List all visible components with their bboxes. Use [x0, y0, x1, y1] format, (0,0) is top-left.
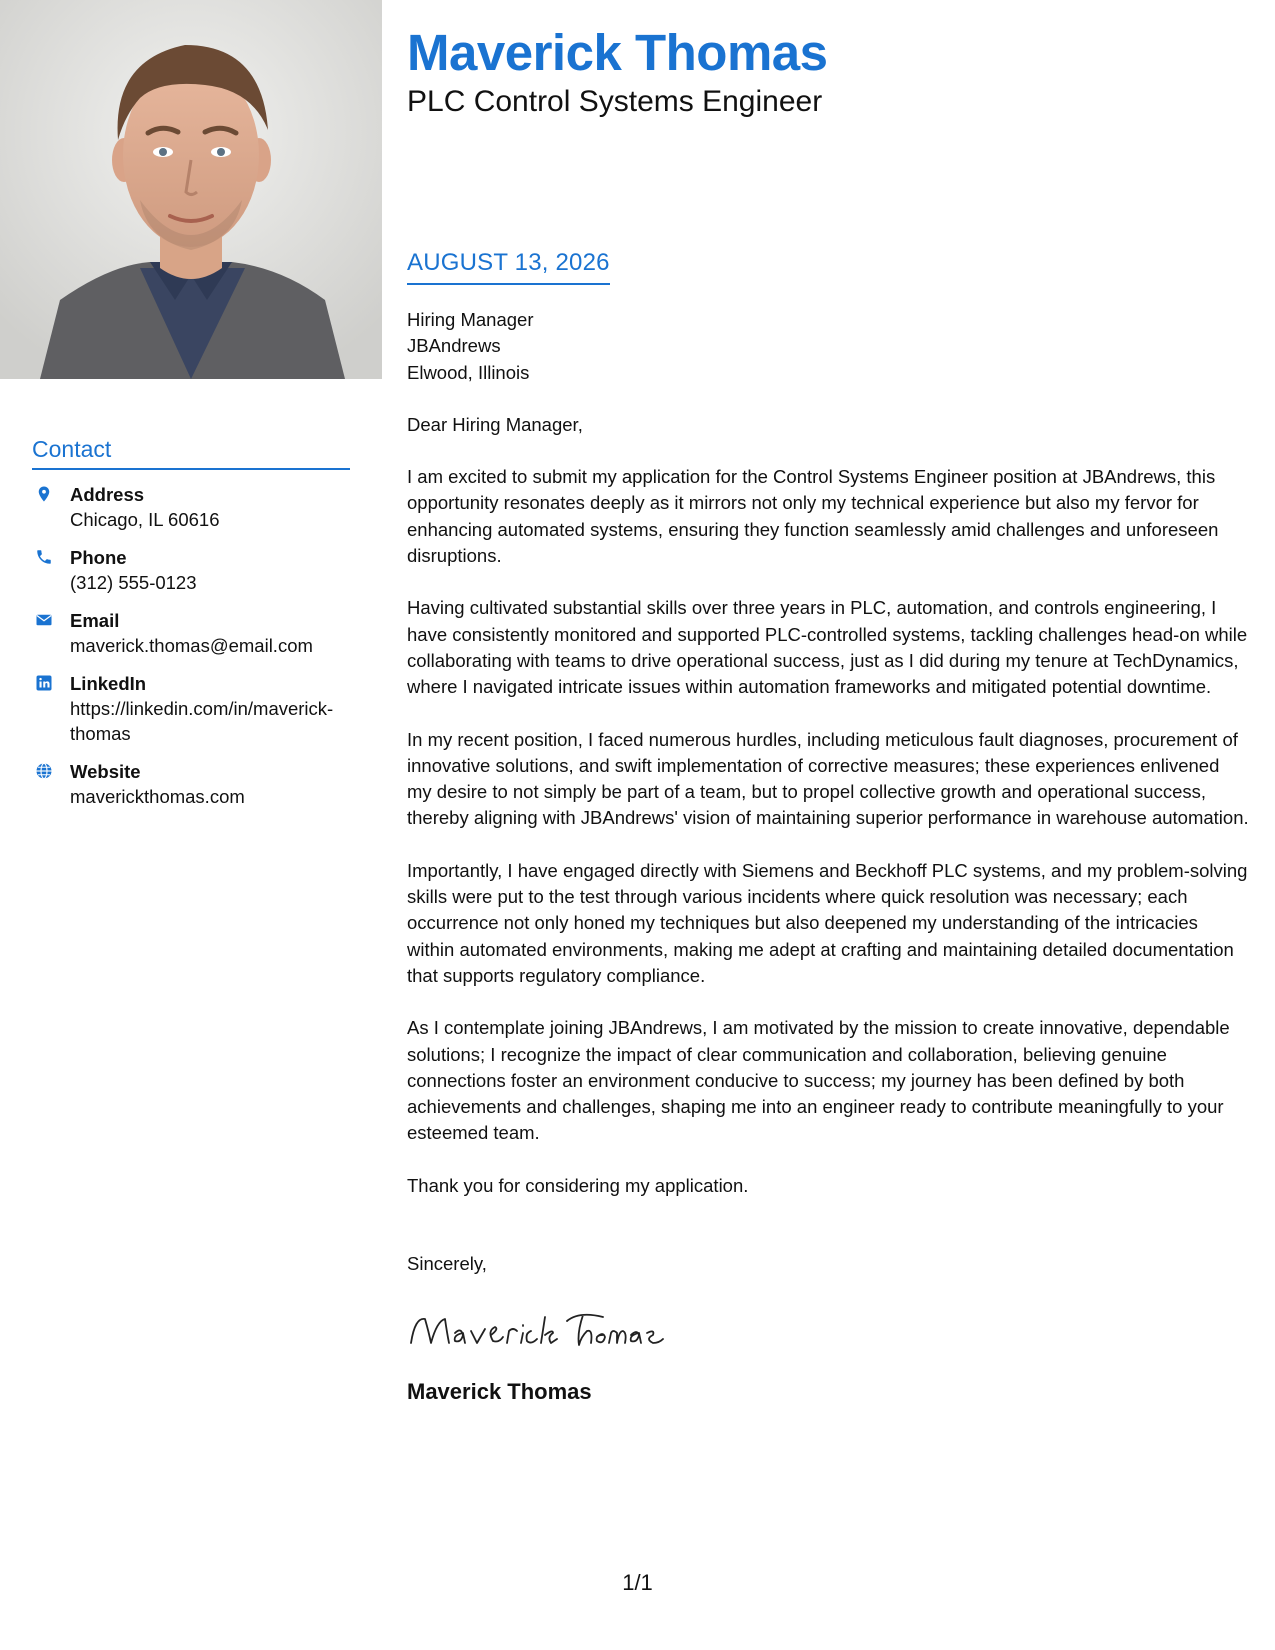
thank-you-paragraph: Thank you for considering my application.: [407, 1174, 749, 1196]
date-section: [407, 248, 610, 285]
email-label: Email: [70, 609, 120, 631]
letter-date: AUGUST 13, 2026: [407, 248, 610, 285]
linkedin-label: LinkedIn: [70, 672, 147, 694]
recipient-company: JBAndrews: [407, 335, 501, 357]
contact-website: [32, 759, 350, 809]
contact-address: [32, 482, 350, 532]
signer-name: Maverick Thomas: [407, 1379, 592, 1405]
envelope-icon: [35, 611, 53, 629]
applicant-title: PLC Control Systems Engineer: [407, 85, 823, 118]
contact-linkedin: [32, 671, 350, 746]
recipient-name: Hiring Manager: [407, 309, 534, 330]
phone-value[interactable]: (312) 555-0123: [70, 571, 197, 593]
contact-email: [32, 608, 350, 658]
phone-label: Phone: [70, 546, 127, 568]
handwritten-signature: [407, 1303, 1249, 1363]
body-paragraph: Importantly, I have engaged directly with Siemens and Beckhoff PLC systems, and my problem-solving skills were put to the test through various incidents where quick resolution was necessary; each occurrence not only honed my techniques but also deepened my understanding of the intricacies within automated environments, making me adept at crafting and maintaining detailed documentation that supports regulatory compliance.: [407, 859, 1248, 986]
letter-header: [407, 22, 828, 120]
contact-section: [32, 436, 350, 822]
recipient-location: Elwood, Illinois: [407, 361, 530, 383]
phone-icon: [35, 548, 53, 566]
globe-icon: [35, 762, 53, 780]
location-pin-icon: [35, 485, 53, 503]
contact-phone: [32, 545, 350, 595]
address-value: Chicago, IL 60616: [70, 508, 220, 530]
page-number: 1/1: [622, 1570, 653, 1595]
closing: Sincerely,: [407, 1253, 487, 1275]
website-link[interactable]: maverickthomas.com: [70, 785, 245, 807]
linkedin-link[interactable]: https://linkedin.com/in/maverick-thomas: [70, 697, 334, 744]
profile-photo: [0, 0, 382, 379]
website-label: Website: [70, 760, 141, 782]
recipient-block: [407, 307, 1249, 386]
body-paragraph: In my recent position, I faced numerous hurdles, including meticulous fault diagnoses, procurement of innovative solutions, and swift implementation of corrective measures; these experiences enlivened my desire to not simply be part of a team, but to propel collective growth and operational success, thereby aligning with JBAndrews' vision of maintaining superior performance in warehouse automation.: [407, 728, 1249, 829]
body-paragraph: As I contemplate joining JBAndrews, I am motivated by the mission to create innovative, dependable solutions; I recognize the impact of clear communication and collaboration, believing genuine connections foster an environment conducive to success; my journey has been defined by both achievements and challenges, shaping me into an engineer ready to contribute meaningfully to your esteemed team.: [407, 1017, 1230, 1144]
address-label: Address: [70, 483, 145, 505]
contact-heading: Contact: [32, 436, 350, 470]
body-paragraph: Having cultivated substantial skills over three years in PLC, automation, and controls engineering, I have consistently monitored and supported PLC-controlled systems, tackling challenges head-on while collaborating with teams to drive operational success, just as I did during my tenure at TechDynamics, where I navigated intricate issues within automation frameworks and mitigated potential downtime.: [407, 597, 1248, 698]
salutation: Dear Hiring Manager,: [407, 413, 583, 435]
linkedin-icon: [35, 674, 53, 692]
applicant-name: Maverick Thomas: [407, 24, 828, 81]
email-link[interactable]: maverick.thomas@email.com: [70, 634, 313, 656]
body-paragraph: I am excited to submit my application for the Control Systems Engineer position at JBAndrews, this opportunity resonates deeply as it mirrors not only my technical experience but also my fervor for enhancing automated systems, ensuring they function seamlessly amid challenges and unforeseen disruptions.: [407, 466, 1219, 567]
letter-body: [407, 307, 1249, 1406]
